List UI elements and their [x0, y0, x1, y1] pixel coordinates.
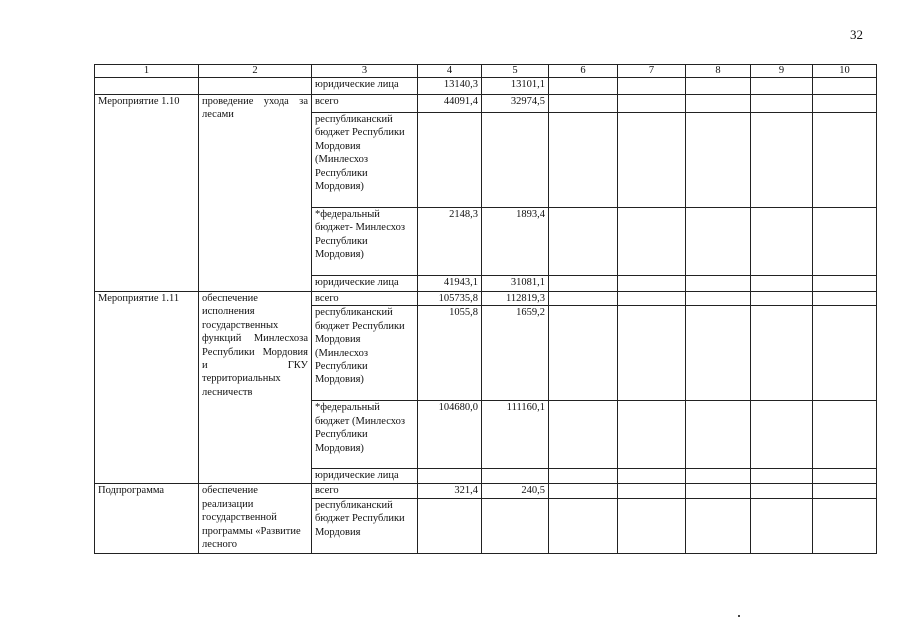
cell-empty	[549, 306, 618, 401]
cell-empty	[751, 113, 813, 208]
cell-empty	[686, 484, 751, 498]
cell-value-col4: 104680,0	[418, 401, 482, 469]
cell-empty	[751, 484, 813, 498]
cell-empty	[549, 401, 618, 469]
cell-value-col5	[482, 469, 549, 484]
cell-empty	[686, 292, 751, 306]
cell-empty	[751, 276, 813, 292]
description-text: обеспечение исполнения государственных функций Минлесхоза Республики Мордовия и ГКУ территориальных лесничеств	[202, 293, 308, 398]
cell-source: юридические лица	[312, 78, 418, 95]
cell-empty	[813, 208, 877, 276]
cell-empty	[618, 292, 686, 306]
cell-empty	[549, 484, 618, 498]
cell-value-col4: 41943,1	[418, 276, 482, 292]
cell-source: *федеральный бюджет- Минлесхоз Республики Мордовия)	[312, 208, 418, 276]
cell-value-col4: 44091,4	[418, 95, 482, 113]
cell-value-col5: 31081,1	[482, 276, 549, 292]
cell-empty	[813, 484, 877, 498]
cell-empty	[618, 208, 686, 276]
cell-value-col5	[482, 498, 549, 553]
cell-value-col5: 1893,4	[482, 208, 549, 276]
description-text: проведение ухода за лесами	[202, 96, 308, 121]
cell-empty	[549, 95, 618, 113]
cell-activity: Мероприятие 1.11	[95, 292, 199, 484]
cell-source: *федеральный бюджет (Минлесхоз Республики Мордовия)	[312, 401, 418, 469]
cell-value-col4	[418, 469, 482, 484]
cell-empty	[618, 276, 686, 292]
budget-table	[94, 64, 877, 554]
cell-description	[199, 95, 312, 292]
cell-empty	[618, 113, 686, 208]
cell-description	[199, 292, 312, 484]
cell-source: всего	[312, 484, 418, 498]
cell-source: всего	[312, 292, 418, 306]
cell-value-col5: 13101,1	[482, 78, 549, 95]
column-header: 3	[312, 65, 418, 78]
cell-value-col5: 111160,1	[482, 401, 549, 469]
cell-source: республиканский бюджет Республики Мордовия	[312, 498, 418, 553]
cell-source: юридические лица	[312, 276, 418, 292]
cell-empty	[686, 208, 751, 276]
cell-empty	[618, 469, 686, 484]
cell-empty	[751, 498, 813, 553]
cell-value-col4: 321,4	[418, 484, 482, 498]
cell-value-col4: 105735,8	[418, 292, 482, 306]
cell-empty	[686, 95, 751, 113]
cell-empty	[686, 276, 751, 292]
cell-empty	[751, 306, 813, 401]
column-header: 5	[482, 65, 549, 78]
cell-empty	[549, 292, 618, 306]
table-row	[95, 78, 877, 95]
cell-empty	[549, 469, 618, 484]
cell-empty	[618, 78, 686, 95]
cell-value-col5: 1659,2	[482, 306, 549, 401]
cell-empty	[686, 306, 751, 401]
cell-empty	[618, 401, 686, 469]
cell-empty	[618, 306, 686, 401]
cell-empty	[813, 95, 877, 113]
column-header: 10	[813, 65, 877, 78]
column-header: 2	[199, 65, 312, 78]
cell-empty	[618, 95, 686, 113]
cell-empty	[686, 401, 751, 469]
cell-col2	[199, 78, 312, 95]
cell-source: всего	[312, 95, 418, 113]
cell-empty	[686, 498, 751, 553]
cell-value-col5: 112819,3	[482, 292, 549, 306]
column-header: 9	[751, 65, 813, 78]
cell-empty	[751, 208, 813, 276]
cell-value-col4: 13140,3	[418, 78, 482, 95]
cell-empty	[549, 276, 618, 292]
cell-empty	[686, 469, 751, 484]
cell-empty	[813, 401, 877, 469]
cell-empty	[813, 78, 877, 95]
cell-value-col4	[418, 113, 482, 208]
cell-empty	[686, 113, 751, 208]
cell-source: республиканский бюджет Республики Мордовия (Минлесхоз Республики Мордовия)	[312, 113, 418, 208]
table-row	[95, 292, 877, 306]
column-header: 7	[618, 65, 686, 78]
cell-empty	[813, 469, 877, 484]
table-row	[95, 95, 877, 113]
column-header: 1	[95, 65, 199, 78]
column-header: 8	[686, 65, 751, 78]
cell-empty	[751, 78, 813, 95]
cell-empty	[751, 469, 813, 484]
cell-value-col4: 1055,8	[418, 306, 482, 401]
header-row	[95, 65, 877, 78]
cell-source: республиканский бюджет Республики Мордовия (Минлесхоз Республики Мордовия)	[312, 306, 418, 401]
cell-empty	[549, 498, 618, 553]
cell-value-col5: 32974,5	[482, 95, 549, 113]
cell-value-col5	[482, 113, 549, 208]
cell-empty	[751, 95, 813, 113]
cell-empty	[549, 208, 618, 276]
cell-activity: Подпрограмма	[95, 484, 199, 553]
scan-speck	[738, 615, 740, 617]
column-header: 6	[549, 65, 618, 78]
cell-empty	[813, 292, 877, 306]
page-number: 32	[850, 27, 863, 42]
cell-description: обеспечение реализации государственной программы «Развитие лесного	[199, 484, 312, 553]
cell-empty	[618, 498, 686, 553]
cell-empty	[751, 401, 813, 469]
cell-value-col4: 2148,3	[418, 208, 482, 276]
cell-value-col5: 240,5	[482, 484, 549, 498]
cell-empty	[549, 78, 618, 95]
cell-empty	[686, 78, 751, 95]
cell-source: юридические лица	[312, 469, 418, 484]
cell-empty	[549, 113, 618, 208]
cell-empty	[813, 498, 877, 553]
cell-empty	[813, 276, 877, 292]
cell-empty	[618, 484, 686, 498]
cell-value-col4	[418, 498, 482, 553]
table-row	[95, 484, 877, 498]
cell-empty	[813, 306, 877, 401]
cell-empty	[751, 292, 813, 306]
cell-empty	[813, 113, 877, 208]
cell-activity: Мероприятие 1.10	[95, 95, 199, 292]
cell-col1	[95, 78, 199, 95]
column-header: 4	[418, 65, 482, 78]
